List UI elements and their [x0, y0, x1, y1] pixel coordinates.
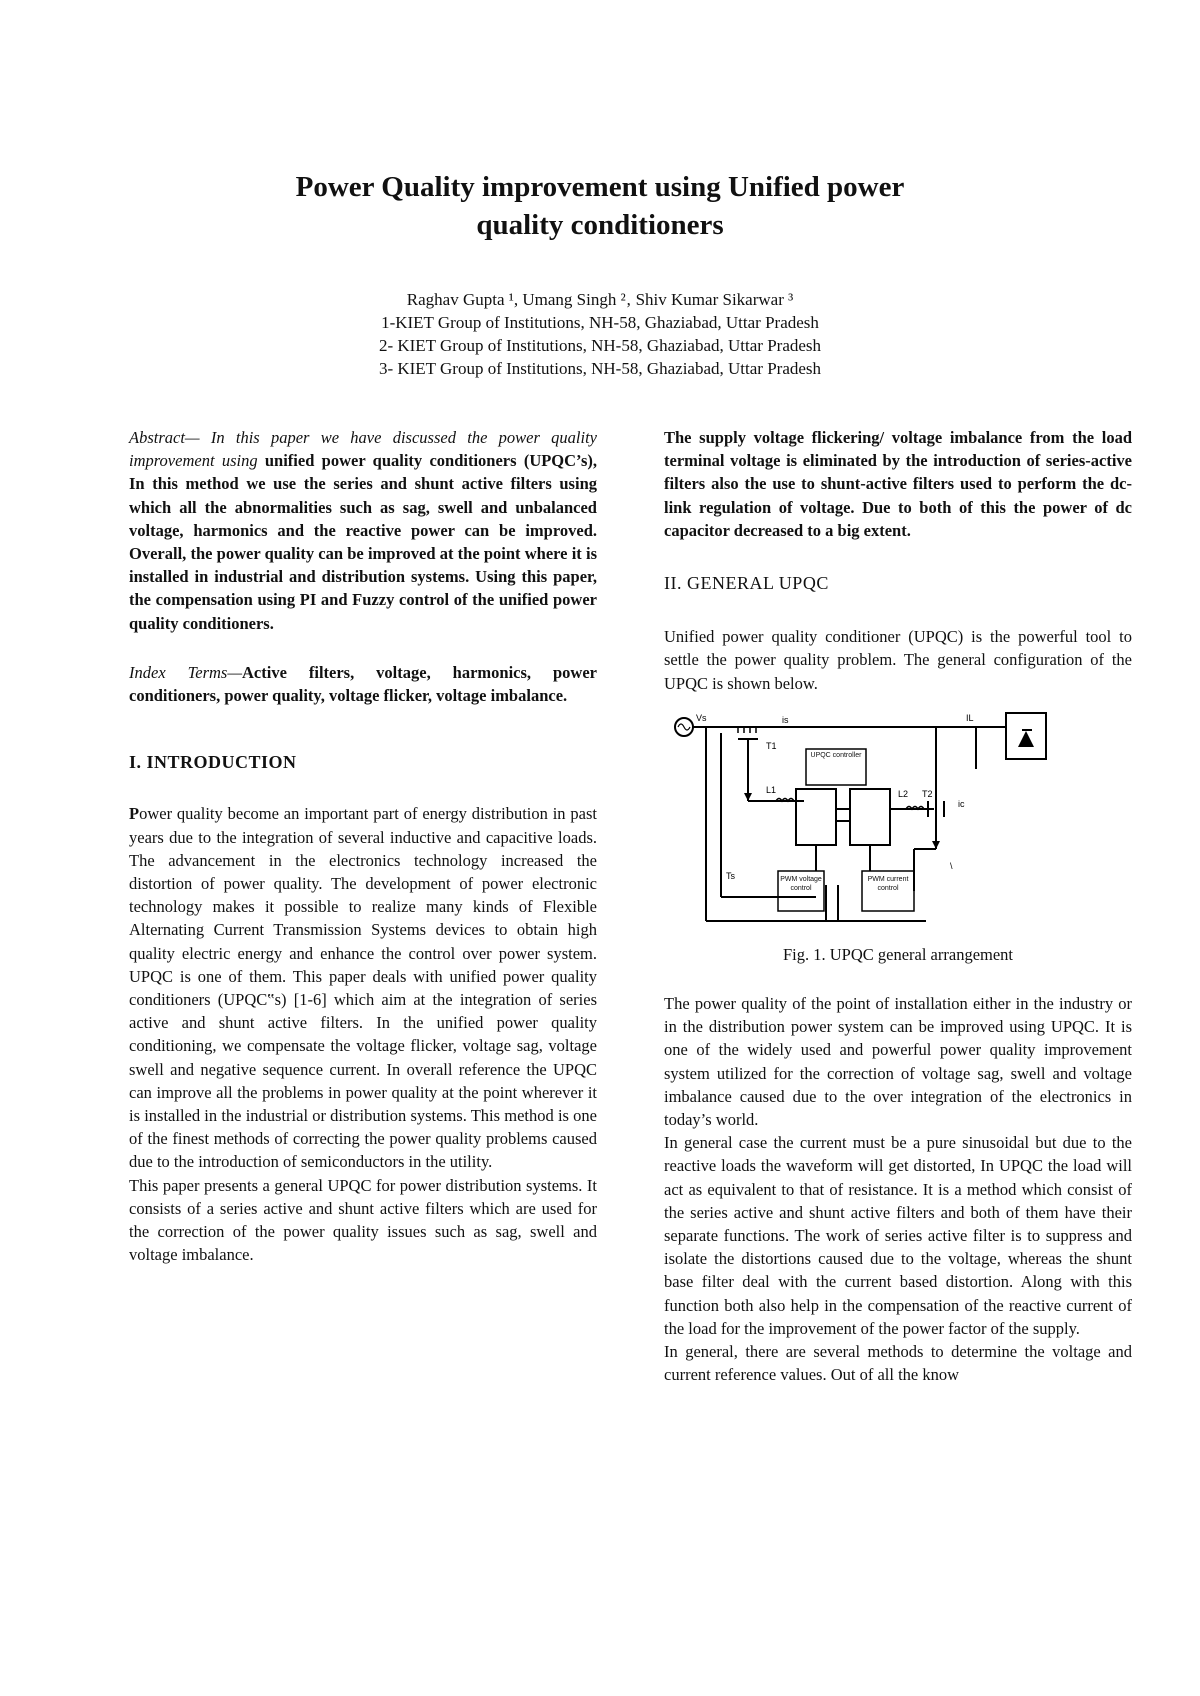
intro-paragraph-1-text: ower quality become an important part of energy distribution in past years due to the integration of several inductive and capacitive loads. The advancement in the electronics technology increased the distortion of power quality. The development of power electronic technology makes it possible to realize many kinds of Flexible Alternating Current Transmission Systems devices to obtain high quality electric energy and enhance the control over power system. UPQC is one of them. This paper deals with unified power quality conditioners (UPQC‟s) [1-6] which aim at the integration of series active and shunt active filters. In the unified power quality conditioning, we compensate the voltage flicker, voltage sag, voltage swell and negative sequence current. In overall reference the UPQC can improve all the problems in power quality at the point wherever it is installed in the industrial or distribution systems. This method is one of the finest methods of correcting the power quality problems caused due to the introduction of semiconductors in the utility.: [129, 804, 597, 1172]
series-inverter: [796, 789, 836, 845]
label-vs: Vs: [696, 712, 707, 723]
index-terms-lead: Index Terms—: [129, 662, 243, 682]
pwm-voltage-label-holder: [780, 875, 822, 909]
section-heading-general-upqc: II. GENERAL UPQC: [664, 573, 829, 594]
figure-caption: Fig. 1. UPQC general arrangement: [782, 944, 1014, 964]
intro-paragraph-2: This paper presents a general UPQC for power distribution systems. It consists of a series active and shunt active filters which are used for the correction of the power quality issues such as sag, swell and voltage imbalance.: [129, 1175, 597, 1265]
diode-icon: [1018, 731, 1034, 747]
index-terms-body: Active filters, voltage, harmonics, power conditioners, power quality, voltage flicker, voltage imbalance.: [129, 662, 597, 706]
general-upqc-paragraph-1: Unified power quality conditioner (UPQC) is the powerful tool to settle the power quality problem. The general configuration of the UPQC is shown below.: [664, 627, 1132, 693]
label-ic: ic: [958, 798, 965, 809]
title-line-1: Power Quality improvement using Unified power: [295, 171, 905, 203]
general-upqc-paragraph-4: In general, there are several methods to determine the voltage and current reference values. Out of all the know: [664, 1342, 1132, 1385]
controller-label: UPQC controller: [810, 751, 862, 759]
label-il: IL: [966, 712, 974, 723]
general-upqc-paragraph-3: In general case the current must be a pure sinusoidal but due to the reactive loads the waveform will get distorted, In UPQC the load will act as equivalent to that of resistance. It is a method which consist of the series active and shunt active filters and both of them have their separate functions. The work of series active filter is to suppress and isolate the distortions caused due to the voltage, whereas the shunt base filter deal with the current based distortion. Along with this function both also help in the compensation of the reactive current of the load for the improvement of the power factor of the supply.: [664, 1133, 1132, 1338]
abstract: [129, 426, 597, 635]
right-intro-paragraph: The supply voltage flickering/ voltage imbalance from the load terminal voltage is eliminated by the introduction of series-active filters also the use to shunt-active filters used to perform the dc-link regulation of voltage. Due to both of this the power of dc capacitor decreased to a big extent.: [664, 428, 1132, 540]
author-names: Raghav Gupta ¹, Umang Singh ²‚ Shiv Kumar Sikarwar ³: [406, 290, 794, 309]
author-block: [0, 288, 1200, 380]
right-column: [664, 426, 1132, 1386]
upqc-figure: [666, 709, 1076, 939]
left-column: [129, 426, 597, 1267]
pwm-voltage-label: PWM voltage control: [780, 875, 822, 892]
intro-first-letter: P: [129, 804, 140, 824]
label-is: is: [782, 714, 789, 725]
affiliation-2: 2- KIET Group of Institutions, NH-58, Ghaziabad, Uttar Pradesh: [378, 336, 822, 355]
title-line-2: quality conditioners: [476, 209, 724, 241]
index-terms: [129, 661, 597, 707]
abstract-body: unified power quality conditioners (UPQC’s), In this method we use the series and shunt active filters using which all the abnormalities such as sag, swell and unbalanced voltage, harmonics and the reactive power can be improved. Overall, the power quality can be improved at the point where it is installed in industrial and distribution systems. Using this paper, the compensation using PI and Fuzzy control of the unified power quality conditioners.: [129, 451, 597, 633]
upqc-diagram: [666, 709, 1076, 939]
pwm-current-label-holder: [864, 875, 912, 909]
label-misc: \: [950, 860, 953, 871]
label-t1: T1: [766, 740, 777, 751]
sine-wave-icon: [678, 724, 690, 730]
intro-paragraph-1: [129, 802, 597, 1173]
shunt-inverter: [850, 789, 890, 845]
general-upqc-paragraph-2: The power quality of the point of installation either in the industry or in the distribution power system can be improved using UPQC. It is one of the widely used and powerful power quality improvement system utilized for the correction of voltage sag, swell and voltage imbalance caused due to the over integration of the electronics in today’s world.: [664, 994, 1132, 1130]
label-l2: L2: [898, 788, 909, 799]
label-ts: Ts: [726, 870, 735, 881]
label-l1: L1: [766, 784, 777, 795]
label-t2: T2: [922, 788, 933, 799]
pwm-current-label: PWM current control: [867, 875, 909, 892]
controller-label-holder: [808, 751, 864, 785]
paper-title: [0, 168, 1200, 244]
section-heading-introduction: I. INTRODUCTION: [129, 752, 297, 773]
affiliation-3: 3- KIET Group of Institutions, NH-58, Ghaziabad, Uttar Pradesh: [378, 359, 822, 378]
abstract-lead: Abstract— In this paper we have discussed the power quality improvement using: [129, 428, 597, 471]
affiliation-1: 1-KIET Group of Institutions, NH-58, Ghaziabad, Uttar Pradesh: [381, 313, 819, 332]
